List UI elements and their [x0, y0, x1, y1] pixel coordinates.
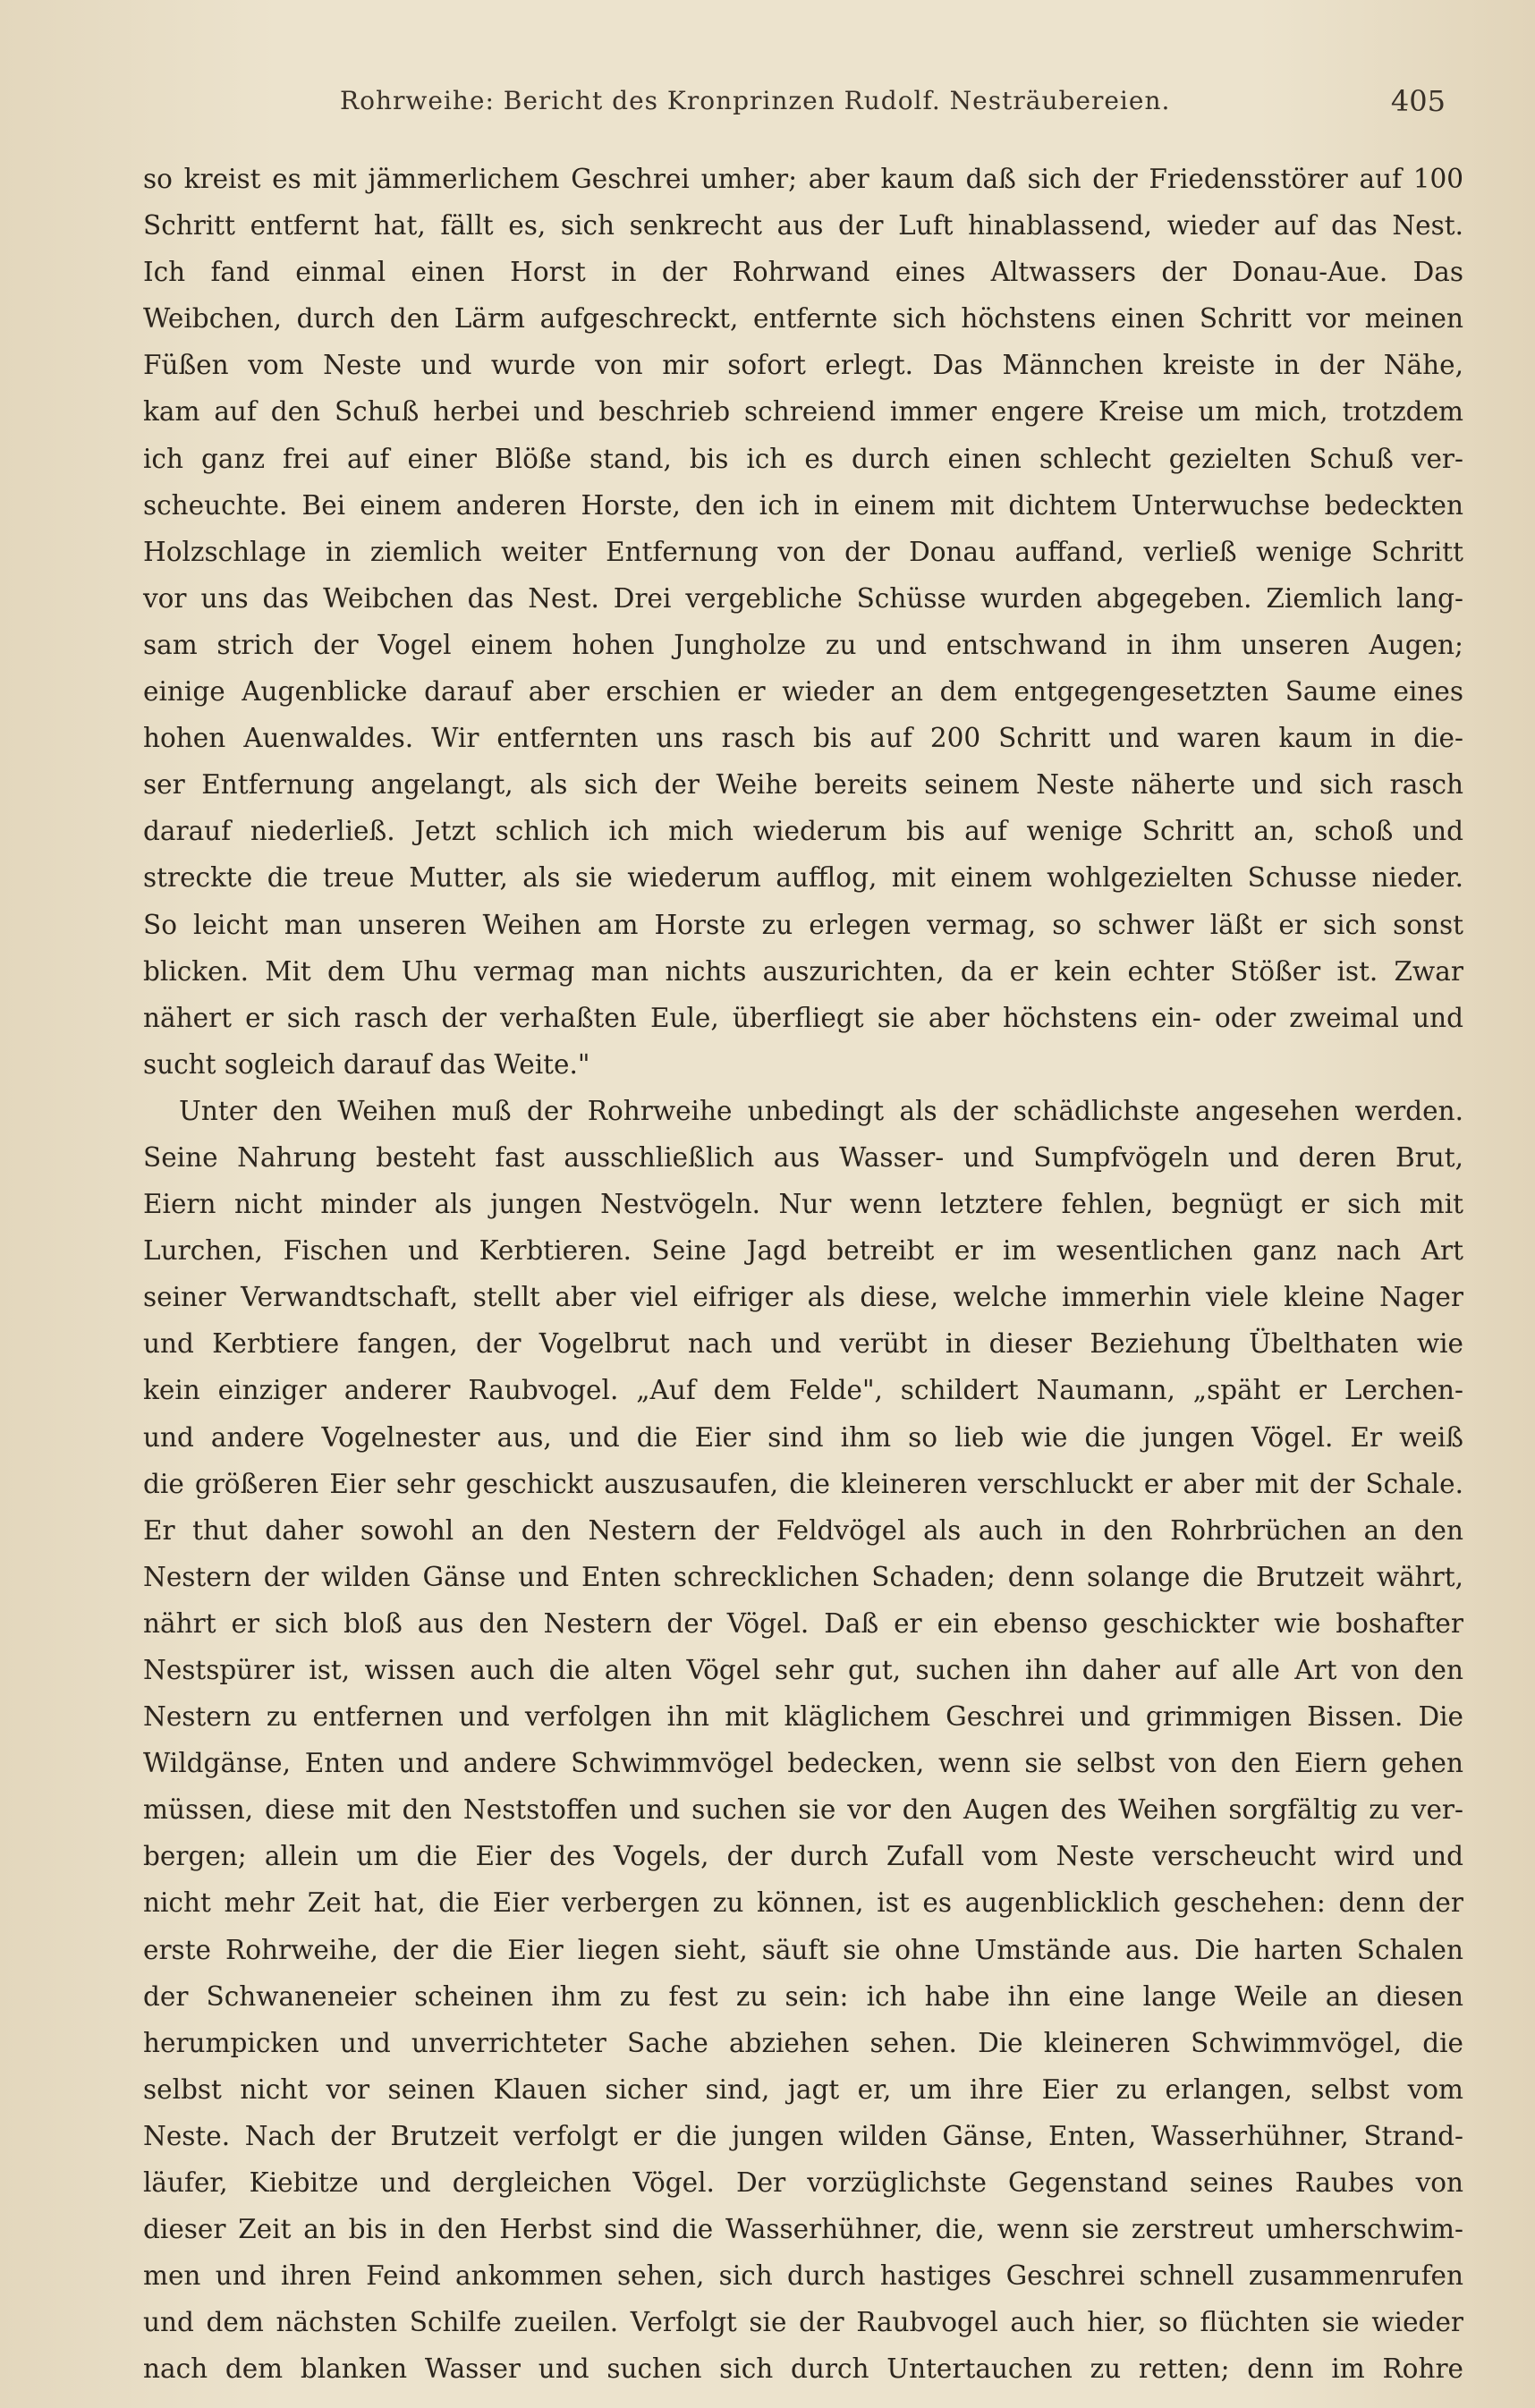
text-line: Füßen vom Neste und wurde von mir sofort erlegt. Das Männchen kreiste in der Nähe,	[143, 350, 1463, 381]
text-line: nicht mehr Zeit hat, die Eier verbergen zu können, ist es augenblicklich geschehen: denn der	[143, 1887, 1463, 1919]
text-line: kein einziger anderer Raubvogel. „Auf dem Felde", schildert Naumann, „späht er Lerchen-	[143, 1375, 1463, 1406]
running-head: Rohrweihe: Bericht des Kronprinzen Rudolf. Nesträubereien.	[340, 86, 1171, 115]
text-line: Nestern der wilden Gänse und Enten schrecklichen Schaden; denn solange die Brutzeit währt,	[143, 1561, 1463, 1592]
text-line: nähert er sich rasch der verhaßten Eule, überfliegt sie aber höchstens ein- oder zweimal und	[143, 1002, 1463, 1033]
text-line: Ich fand einmal einen Horst in der Rohrwand eines Altwassers der Donau-Aue. Das	[143, 257, 1463, 288]
text-line: nährt er sich bloß aus den Nestern der Vögel. Daß er ein ebenso geschickter wie boshafter	[143, 1607, 1463, 1639]
text-line: Weibchen, durch den Lärm aufgeschreckt, entfernte sich höchstens einen Schritt vor meinen	[143, 303, 1463, 335]
body-text	[143, 156, 1463, 2393]
text-line: Holzschlage in ziemlich weiter Entfernung von der Donau auffand, verließ wenige Schritt	[143, 536, 1463, 567]
text-line: seiner Verwandtschaft, stellt aber viel eifriger als diese, welche immerhin viele kleine Nager	[143, 1282, 1463, 1313]
text-line: und Kerbtiere fangen, der Vogelbrut nach und verübt in dieser Beziehung Übelthaten wie	[143, 1328, 1463, 1360]
text-line: Er thut daher sowohl an den Nestern der Feldvögel als auch in den Rohrbrüchen an den	[143, 1514, 1463, 1546]
text-line-paragraph-start: Unter den Weihen muß der Rohrweihe unbedingt als der schädlichste angesehen werden.	[179, 1095, 1463, 1126]
text-line: kam auf den Schuß herbei und beschrieb schreiend immer engere Kreise um mich, trotzdem	[143, 396, 1463, 428]
text-line: streckte die treue Mutter, als sie wiederum aufflog, mit einem wohlgezielten Schusse nieder.	[143, 862, 1463, 894]
text-line: vor uns das Weibchen das Nest. Drei vergebliche Schüsse wurden abgegeben. Ziemlich lang-	[143, 582, 1463, 614]
text-line: müssen, diese mit den Neststoffen und suchen sie vor den Augen des Weihen sorgfältig zu ver-	[143, 1794, 1463, 1826]
text-line: blicken. Mit dem Uhu vermag man nichts auszurichten, da er kein echter Stößer ist. Zwar	[143, 955, 1463, 987]
text-line: sam strich der Vogel einem hohen Jungholze zu und entschwand in ihm unseren Augen;	[143, 629, 1463, 660]
text-line: der Schwaneneier scheinen ihm zu fest zu sein: ich habe ihn eine lange Weile an diesen	[143, 1980, 1463, 2012]
text-line: Neste. Nach der Brutzeit verfolgt er die jungen wilden Gänse, Enten, Wasserhühner, Strand-	[143, 2120, 1463, 2151]
text-line: scheuchte. Bei einem anderen Horste, den ich in einem mit dichtem Unterwuchse bedeckten	[143, 489, 1463, 521]
text-line: Nestern zu entfernen und verfolgen ihn mit kläglichem Geschrei und grimmigen Bissen. Die	[143, 1701, 1463, 1733]
text-line: Lurchen, Fischen und Kerbtieren. Seine Jagd betreibt er im wesentlichen ganz nach Art	[143, 1235, 1463, 1267]
text-line-paragraph-end: sucht sogleich darauf das Weite."	[143, 1048, 590, 1080]
text-line: So leicht man unseren Weihen am Horste zu erlegen vermag, so schwer läßt er sich sonst	[143, 909, 1463, 940]
text-line: Wildgänse, Enten und andere Schwimmvögel bedecken, wenn sie selbst von den Eiern gehen	[143, 1748, 1463, 1779]
text-line: men und ihren Feind ankommen sehen, sich durch hastiges Geschrei schnell zusammenrufen	[143, 2260, 1463, 2292]
text-line: nach dem blanken Wasser und suchen sich durch Untertauchen zu retten; denn im Rohre	[143, 2353, 1463, 2385]
text-line: Seine Nahrung besteht fast ausschließlich aus Wasser- und Sumpfvögeln und deren Brut,	[143, 1141, 1463, 1173]
text-line: die größeren Eier sehr geschickt auszusaufen, die kleineren verschluckt er aber mit der Schale.	[143, 1468, 1463, 1499]
text-line: Nestspürer ist, wissen auch die alten Vögel sehr gut, suchen ihn daher auf alle Art von den	[143, 1655, 1463, 1685]
text-line: Eiern nicht minder als jungen Nestvögeln. Nur wenn letztere fehlen, begnügt er sich mit	[143, 1189, 1463, 1220]
page-number: 405	[1390, 84, 1446, 118]
text-line: ich ganz frei auf einer Blöße stand, bis ich es durch einen schlecht gezielten Schuß ver-	[143, 443, 1463, 474]
text-line: ser Entfernung angelangt, als sich der Weihe bereits seinem Neste näherte und sich rasch	[143, 769, 1463, 801]
text-line: erste Rohrweihe, der die Eier liegen sieht, säuft sie ohne Umstände aus. Die harten Schalen	[143, 1934, 1463, 1965]
text-line: so kreist es mit jämmerlichem Geschrei umher; aber kaum daß sich der Friedensstörer auf 100	[143, 164, 1463, 194]
text-line: einige Augenblicke darauf aber erschien er wieder an dem entgegengesetzten Saume eines	[143, 676, 1463, 708]
text-line: selbst nicht vor seinen Klauen sicher sind, jagt er, um ihre Eier zu erlangen, selbst vom	[143, 2073, 1463, 2105]
text-line: läufer, Kiebitze und dergleichen Vögel. Der vorzüglichste Gegenstand seines Raubes von	[143, 2167, 1463, 2199]
text-line: und dem nächsten Schilfe zueilen. Verfolgt sie der Raubvogel auch hier, so flüchten sie wieder	[143, 2307, 1463, 2338]
text-line: und andere Vogelnester aus, und die Eier sind ihm so lieb wie die jungen Vögel. Er weiß	[143, 1421, 1463, 1453]
text-line: hohen Auenwaldes. Wir entfernten uns rasch bis auf 200 Schritt und waren kaum in die-	[143, 723, 1463, 754]
text-line: bergen; allein um die Eier des Vogels, der durch Zufall vom Neste verscheucht wird und	[143, 1841, 1463, 1872]
text-line: herumpicken und unverrichteter Sache abziehen sehen. Die kleineren Schwimmvögel, die	[143, 2027, 1463, 2058]
text-line: dieser Zeit an bis in den Herbst sind die Wasserhühner, die, wenn sie zerstreut umherschwim-	[143, 2214, 1463, 2245]
page-header	[143, 81, 1463, 134]
text-line: Schritt entfernt hat, fällt es, sich senkrecht aus der Luft hinablassend, wieder auf das Nest.	[143, 210, 1463, 242]
text-line: darauf niederließ. Jetzt schlich ich mich wiederum bis auf wenige Schritt an, schoß und	[143, 816, 1463, 847]
